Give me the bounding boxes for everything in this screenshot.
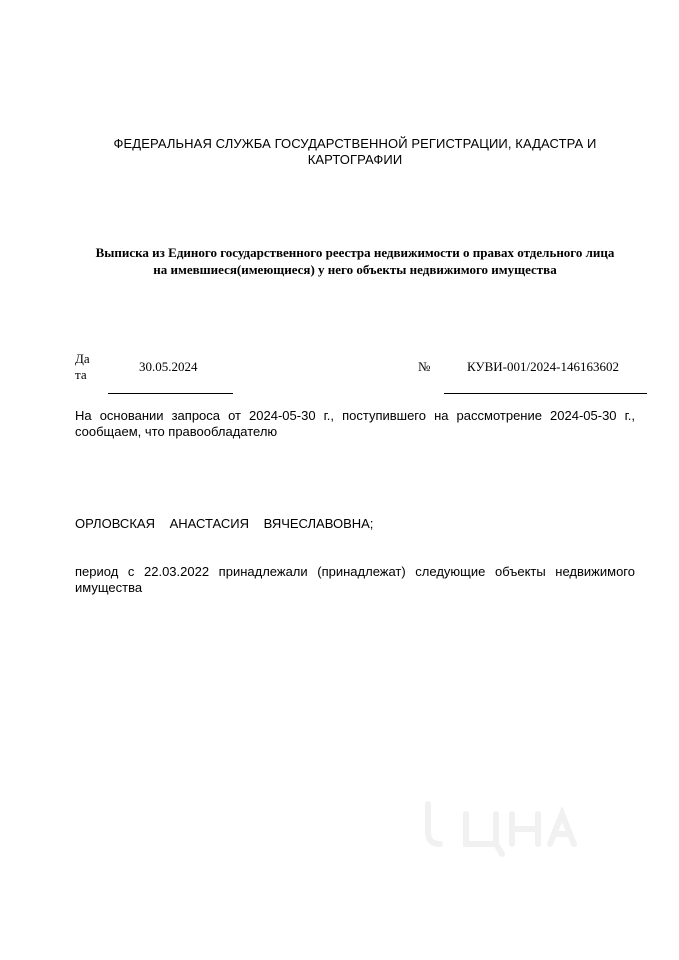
basis-line2: сообщаем, что правообладателю <box>75 424 278 439</box>
document-title <box>70 244 640 278</box>
basis-paragraph <box>75 408 635 440</box>
document-number: КУВИ-001/2024-146163602 <box>467 359 619 374</box>
agency-header <box>70 136 640 168</box>
date-label <box>75 351 95 383</box>
agency-header-line2: КАРТОГРАФИИ <box>307 152 403 167</box>
document-title-line1: Выписка из Единого государственного реестра недвижимости о правах отдельного лица <box>95 245 615 260</box>
period-line2: имущества <box>75 580 143 595</box>
watermark-logo-icon <box>410 792 590 862</box>
date-label-part1: Да <box>75 351 90 366</box>
period-line1: период с 22.03.2022 принадлежали (принадлежат) следующие объекты недвижимого <box>75 564 635 579</box>
date-underline <box>108 393 233 394</box>
number-underline <box>444 393 647 394</box>
document-title-line2: на имевшиеся(имеющиеся) у него объекты недвижимого имущества <box>153 262 557 277</box>
number-sign: № <box>418 359 431 374</box>
date-value: 30.05.2024 <box>139 359 198 374</box>
agency-header-line1: ФЕДЕРАЛЬНАЯ СЛУЖБА ГОСУДАРСТВЕННОЙ РЕГИСТРАЦИИ, КАДАСТРА И <box>113 136 597 151</box>
period-paragraph <box>75 564 635 596</box>
date-label-part2: та <box>75 367 87 382</box>
rights-holder-name: ОРЛОВСКАЯ АНАСТАСИЯ ВЯЧЕСЛАВОВНА; <box>75 516 374 531</box>
basis-line1: На основании запроса от 2024-05-30 г., поступившего на рассмотрение 2024-05-30 г., <box>75 408 635 423</box>
